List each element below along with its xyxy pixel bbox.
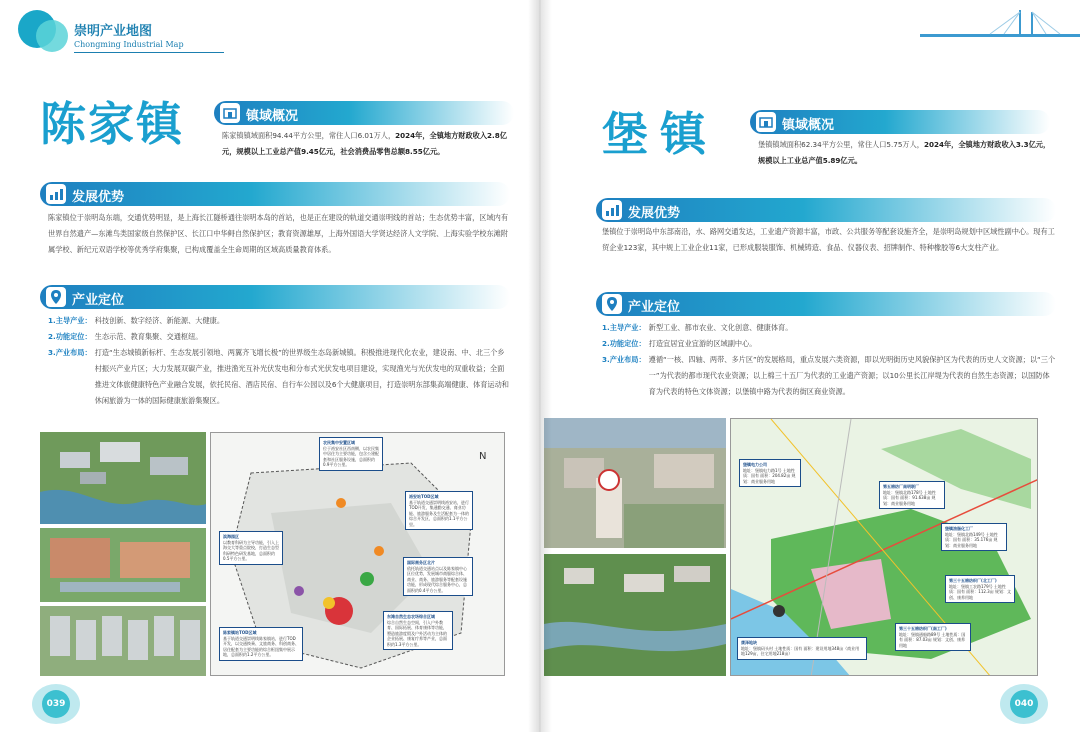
town-title: 陈家镇 — [40, 97, 184, 151]
chart-icon — [46, 184, 66, 204]
map-callout: 东滩自然生态农场综合区域 综合自然生态空间，引入户外教育、国际拓展、体育康体等功能，塑造旅游度假及户外活动为主体的企业拓展、康复疗养等产业，总面积约1.3平方公里。 — [383, 611, 453, 650]
positioning-item: 3.产业布局： 打造“生态城镇新标杆、生态发展引领地、两翼齐飞增长极”的世界级生态岛新城镇。积极推进现代化农业，建设南、中、北三个乡村振兴产业片区；大力发展双碳产业，推进渔光互补光伏发电和分布式光伏发电项目建设，实现渔光与光伏发电的双重收益；全面推进文体旅健康特色产业融合发展，依托民宿、酒店民宿、自行车公园以及6个大健康项目，打造崇明东部集高端健康、体育运动和休闲旅游为一体的国际健康旅游集聚区。 — [48, 348, 509, 405]
section-title: 产业定位 — [72, 293, 125, 308]
page-number: 039 — [42, 690, 70, 718]
overview-plain: 堡镇镇域面积62.34平方公里，常住人口5.75万人， — [758, 140, 924, 149]
page-number: 040 — [1010, 690, 1038, 718]
map-callout: 第三十五棉纺织厂(南工厂) 地址：堡镇通船路89号 土地性质：国有 面积：87.03亩 规划：文创、康养用地 — [895, 623, 971, 651]
map-callout: 堡镇电力公司 地址：堡镇电力路1号 土地性质：国有 面积：204.82亩 规划：商业服务用地 — [739, 459, 801, 487]
section-overview — [750, 110, 1050, 134]
positioning-item: 3.产业布局： 遵循“一核、四轴、两带、多片区”的发展格局，重点发展六类资源，即以光明街历史风貌保护区为代表的历史人文资源；以“三个一”为代表的都市现代农业资源；以上棉三十五厂为代表的工业遗产资源；以10公里长江岸堤为代表的自然生态资源；以国防体育为代表的特色文体资源；以堡镇中路为代表的街区商业资源。 — [602, 355, 1056, 396]
overview-bold: 2024年，全镇地方财政收入2.8亿元，规模以上工业总产值9.45亿元，社会消费品零售总额8.55亿元。 — [222, 131, 507, 156]
advantages-text: 陈家镇位于崇明岛东端，交通优势明显，是上海长江隧桥通往崇明本岛的首站，也是正在建设的轨道交通崇明线的首站；生态优势丰富，区域内有世界自然遗产—东滩鸟类国家级自然保护区、长江口中华鲟自然保护区；教育资源雄厚，上海外国语大学贤达经济人文学院、上海实验学校东滩附属学校、新纪元双语学校等优秀学府集聚，已构成覆盖全生命周期的区域高质量教育体系。 — [48, 213, 509, 254]
overview-plain: 陈家镇镇域面积94.44平方公里，常住人口6.01万人， — [222, 131, 396, 140]
location-pin-icon — [602, 294, 622, 314]
overview-text — [758, 137, 1054, 169]
header-subtitle: Chongming Industrial Map — [74, 40, 184, 49]
section-overview — [214, 101, 514, 125]
positioning-item: 1.主导产业： 科技创新、数字经济、新能源、大健康。 — [48, 316, 225, 325]
district-map — [210, 432, 505, 676]
aerial-photo-clocktower — [544, 418, 726, 548]
positioning-list — [48, 313, 510, 409]
positioning-list — [602, 320, 1056, 400]
town-title: 堡镇 — [602, 107, 718, 161]
building-icon — [756, 112, 776, 132]
logo-circles — [18, 10, 68, 54]
section-title: 发展优势 — [628, 206, 681, 221]
district-map — [730, 418, 1038, 676]
aerial-photo-housing — [40, 606, 206, 676]
positioning-item: 1.主导产业： 新型工业、都市农业、文化创意、健康体育。 — [602, 323, 793, 332]
positioning-item: 2.功能定位： 打造宜居宜业宜游的区域副中心。 — [602, 339, 757, 348]
map-callout: 堡镇油脂化工厂 地址：堡镇北路149号 土地性质：国有 面积：35.176亩 规划：商业服务用地 — [941, 523, 1007, 551]
section-advantages — [596, 198, 1056, 222]
svg-text:N: N — [479, 451, 487, 462]
aerial-photo-river — [40, 432, 206, 524]
section-positioning — [40, 285, 510, 309]
header-title: 崇明产业地图 — [74, 24, 153, 39]
map-callout: 滨海园区 以教育科研为主导功能，引入上海交大等重点院校，打造生态型科研特色研发基地，总面积约0.5平方公里。 — [219, 531, 283, 565]
map-callout: 国际商务区北片 依托轨道交通站点以及陈家镇中心区位优势，发展城市商服综合体、商业、商务、旅游服务等配套设施功能，形成现代综合服务中心，总面积约0.4平方公里。 — [403, 557, 473, 596]
map-callout: 陈家镇站TOD区域 基于轨道交通崇明线陈家镇站，进行TOD开发，以交通换乘、文旅商务、科创商务、居住配套为主要功能的综合枢纽集中展示地，总面积约1.2平方公里。 — [219, 627, 303, 661]
aerial-photo-village — [544, 554, 726, 676]
map-callout: 第五棉纺厂南明联厂 地址：堡镇北路178号 土地性质：国有 面积：91.638亩 规划：商业服务用地 — [879, 481, 945, 509]
overview-bold: 2024年，全镇地方财政收入3.3亿元，规模以上工业总产值5.89亿元。 — [758, 140, 1051, 165]
overview-text — [222, 128, 512, 160]
section-positioning — [596, 292, 1056, 316]
section-title: 镇域概况 — [782, 118, 835, 133]
location-pin-icon — [46, 287, 66, 307]
header-divider — [74, 52, 224, 53]
chart-icon — [602, 200, 622, 220]
map-callout: 康泽地块 地址：堡镇码头村 土地性质：国有 面积：建设用地348亩（商业用地129亩，住宅用地218亩） — [737, 637, 867, 660]
right-page — [540, 0, 1080, 732]
positioning-item: 2.功能定位： 生态示范、教育集聚、交通枢纽。 — [48, 332, 203, 341]
section-title: 镇域概况 — [246, 109, 299, 124]
map-callout: 裕安站TOD区域 基于轨道交通崇明线裕安站，进行TOD开发，集通勤交通、商业功能、旅游服务及生活配套为一体的综合开发区，总面积约1.1平方公里。 — [405, 491, 473, 530]
map-callout: 第三十五棉纺织厂(北工厂) 地址：堡镇工农路179号 土地性质：国有 面积：112.3亩 规划：文创、康养用地 — [945, 575, 1015, 603]
map-callout: 农民集中安置区域 位于裕安社区西南侧，以农民集中居住为主要功能，包含公建配套和社区服务设施，总面积约0.9平方公里。 — [319, 437, 383, 471]
section-advantages — [40, 182, 510, 206]
bridge-graphic — [920, 8, 1080, 44]
aerial-photo-campus — [40, 528, 206, 602]
advantages-text: 堡镇位于崇明岛中东部南沿，水、路网交通发达，工业遗产资源丰富，市政、公共服务等配套设施齐全，是崇明岛规划中区域性副中心。现有工贸企业123家，其中规上工业企业11家，已形成服装服饰、机械铸造、食品、仪器仪表、招牌制作、特种橡胶等6大支柱产业。 — [602, 227, 1055, 252]
section-title: 产业定位 — [628, 300, 681, 315]
building-icon — [220, 103, 240, 123]
section-title: 发展优势 — [72, 190, 125, 205]
